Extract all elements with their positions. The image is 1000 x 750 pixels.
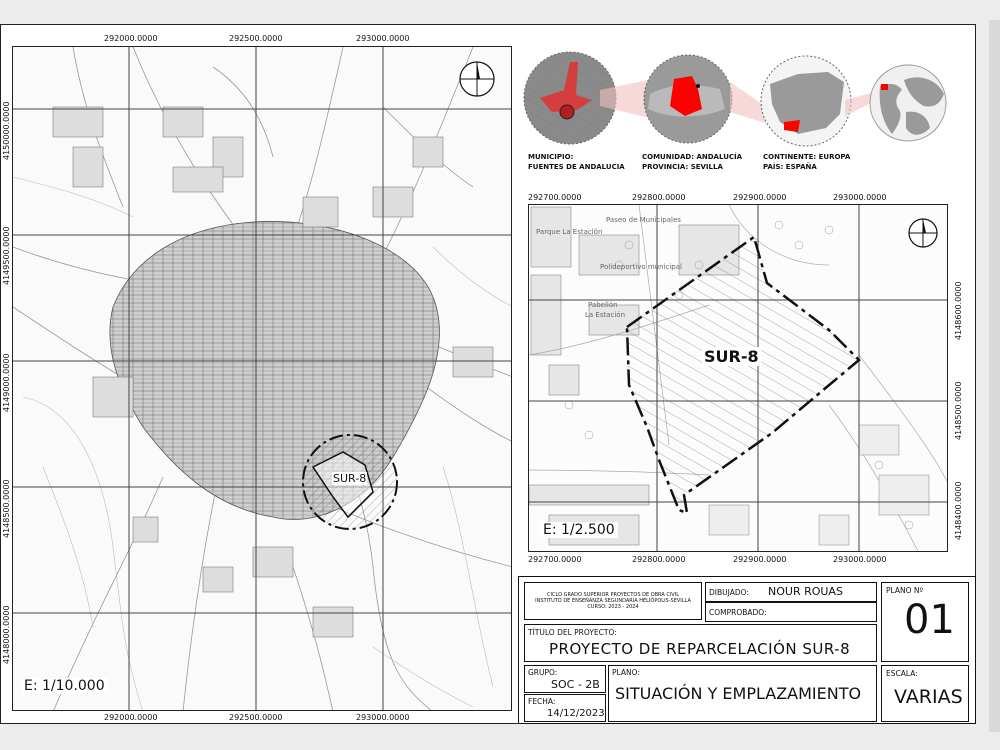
institution-box: [524, 582, 702, 620]
main-x-tick-top-3: 293000.0000: [356, 34, 410, 43]
fecha-box: [524, 694, 606, 722]
detail-x-tick-bottom-2: 292800.0000: [632, 555, 686, 564]
escala-box: [881, 665, 969, 722]
main-map-zone-label: SUR-8: [333, 472, 367, 485]
main-y-tick-4: 4148500.0000: [2, 479, 11, 538]
plano-label: PLANO:: [612, 668, 640, 677]
comprobado-label: COMPROBADO:: [709, 608, 767, 617]
dibujado-value: NOUR ROUAS: [768, 585, 843, 598]
plano-box: [608, 665, 877, 722]
detail-y-tick-3: 4148400.0000: [954, 481, 963, 540]
provincia-text: PROVINCIA: SEVILLA: [642, 163, 723, 171]
municipio-label: MUNICIPIO:: [528, 153, 574, 161]
institution-line-1: CICLO GRADO SUPERIOR PROYECTOS DE OBRA CIVIL: [547, 592, 679, 598]
main-y-tick-5: 4148000.0000: [2, 605, 11, 664]
continente-text: CONTINENTE: EUROPA: [763, 153, 851, 161]
main-y-tick-3: 4149000.0000: [2, 353, 11, 412]
escala-value: VARIAS: [894, 686, 963, 708]
locator-continente-caption: [763, 152, 850, 172]
titulo-label: TÍTULO DEL PROYECTO:: [528, 628, 617, 637]
titulo-value: PROYECTO DE REPARCELACIÓN SUR-8: [549, 640, 851, 658]
locator-globe: [868, 64, 948, 142]
plano-n-box: [881, 582, 969, 662]
detail-map-zone-label: SUR-8: [704, 347, 759, 366]
institution-line-2: INSTITUTO DE ENSEÑANZA SEGUNDARIA HELIÓPOLIS-SEVILLA: [535, 598, 691, 604]
plano-n-label: PLANO Nº: [886, 586, 924, 595]
main-x-tick-bottom-3: 293000.0000: [356, 713, 410, 722]
detail-x-tick-bottom-4: 293000.0000: [833, 555, 887, 564]
fecha-label: FECHA:: [528, 697, 556, 706]
plano-value: SITUACIÓN Y EMPLAZAMIENTO: [615, 684, 862, 703]
detail-y-tick-1: 4148600.0000: [954, 281, 963, 340]
comunidad-text: COMUNIDAD: ANDALUCÍA: [642, 153, 743, 161]
main-x-tick-bottom-2: 292500.0000: [229, 713, 283, 722]
detail-map-drawing: [529, 205, 948, 552]
dibujado-label: DIBUJADO:: [709, 588, 749, 597]
grupo-box: [524, 665, 606, 693]
main-map-scale: E: 1/10.000: [21, 678, 108, 694]
dibujado-box: [705, 582, 877, 602]
municipio-value: FUENTES DE ANDALUCIA: [528, 163, 625, 171]
detail-street-label-2: Polideportivo municipal: [600, 263, 682, 271]
detail-y-tick-2: 4148500.0000: [954, 381, 963, 440]
grupo-label: GRUPO:: [528, 668, 558, 677]
main-x-tick-bottom-1: 292000.0000: [104, 713, 158, 722]
main-map[interactable]: [12, 46, 512, 711]
north-arrow-icon: [458, 60, 496, 98]
main-y-tick-2: 4149500.0000: [2, 226, 11, 285]
detail-x-tick-bottom-3: 292900.0000: [733, 555, 787, 564]
detail-street-label-0: Paseo de Municipales: [606, 216, 681, 224]
main-x-tick-top-1: 292000.0000: [104, 34, 158, 43]
plano-n-value: 01: [904, 597, 955, 643]
crosshair-icon: [907, 217, 939, 249]
comprobado-box: [705, 602, 877, 622]
locator-municipio-caption: [528, 152, 625, 172]
detail-map[interactable]: [528, 204, 948, 552]
detail-street-label-3: Pabellón: [588, 301, 618, 309]
escala-label: ESCALA:: [886, 669, 918, 678]
detail-x-tick-bottom-1: 292700.0000: [528, 555, 582, 564]
locator-continente: [758, 54, 854, 148]
locator-comunidad-caption: [642, 152, 742, 172]
detail-map-scale: E: 1/2.500: [540, 522, 618, 538]
fecha-value: 14/12/2023: [547, 708, 605, 719]
detail-x-tick-top-1: 292700.0000: [528, 193, 582, 202]
detail-x-tick-top-4: 293000.0000: [833, 193, 887, 202]
pais-text: PAÍS: ESPAÑA: [763, 163, 817, 171]
detail-x-tick-top-2: 292800.0000: [632, 193, 686, 202]
institution-line-3: CURSO: 2023 - 2024: [587, 604, 639, 610]
detail-street-label-1: Parque La Estación: [536, 228, 603, 236]
main-y-tick-1: 4150000.0000: [2, 101, 11, 160]
titulo-box: [524, 624, 877, 662]
main-map-drawing: [13, 47, 512, 711]
main-x-tick-top-2: 292500.0000: [229, 34, 283, 43]
sheet-edge-strip: [989, 20, 1000, 732]
detail-street-label-4: La Estación: [585, 311, 626, 319]
locator-comunidad: [640, 54, 736, 144]
grupo-value: SOC - 2B: [551, 678, 600, 691]
detail-x-tick-top-3: 292900.0000: [733, 193, 787, 202]
